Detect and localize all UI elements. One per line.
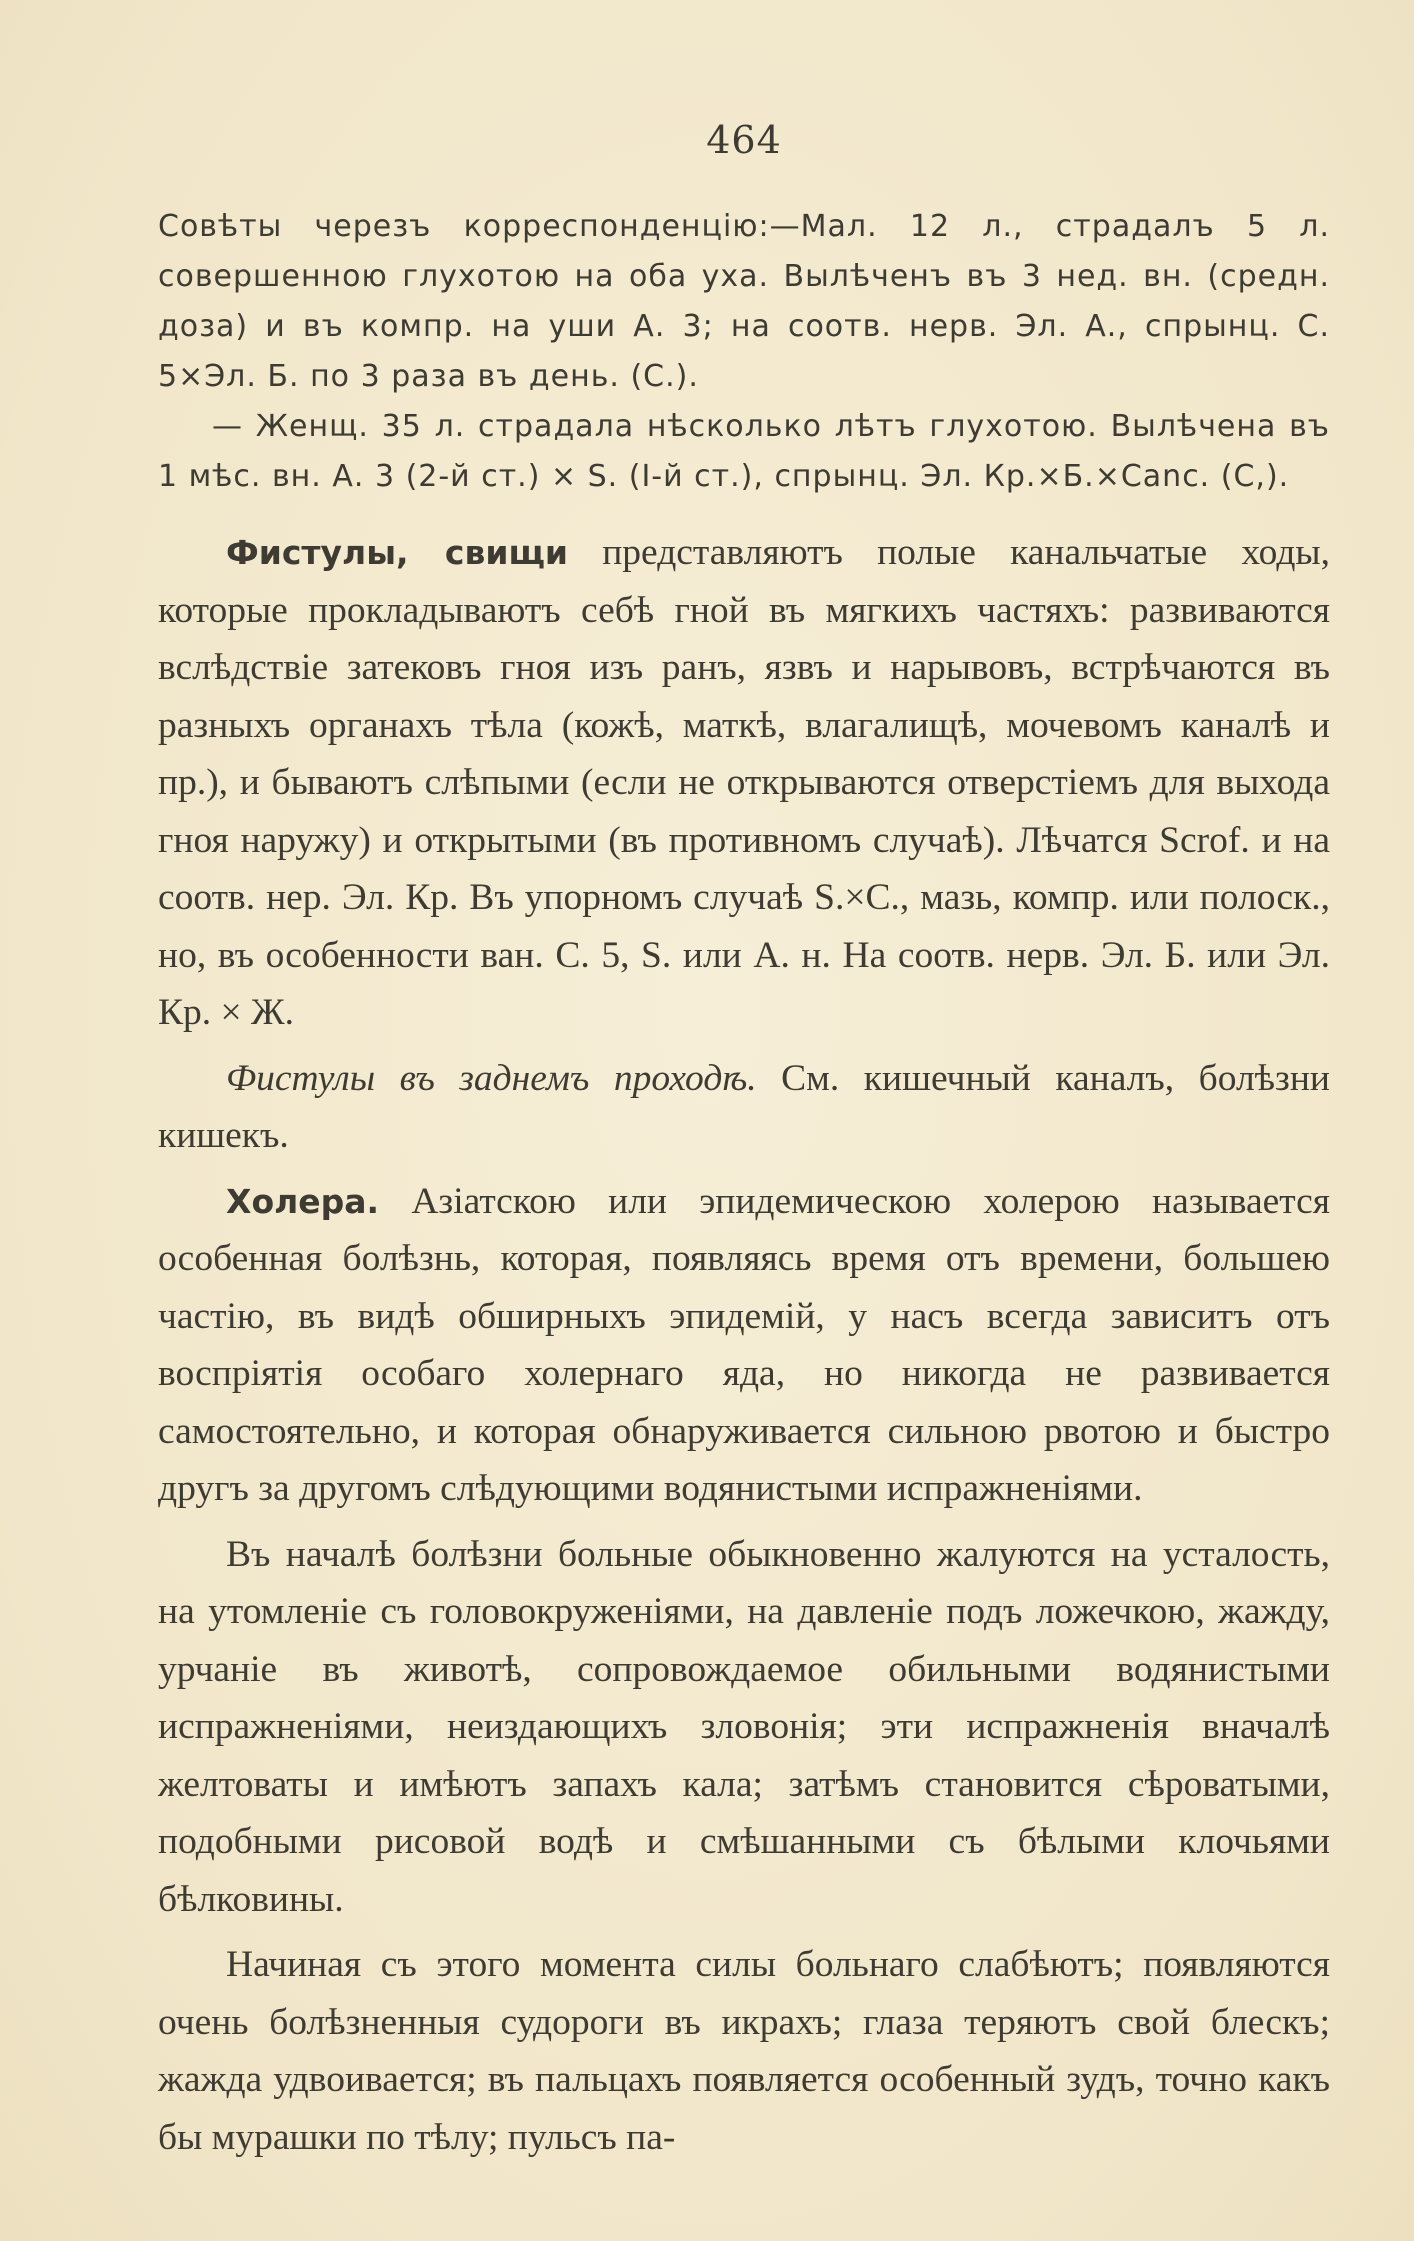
- cholera-heading: Холера.: [226, 1181, 380, 1221]
- fistula-rectum-text: См. кишечный каналъ, болѣзни кишекъ.: [158, 1057, 1330, 1156]
- fistula-rectum-heading: Фистулы въ заднемъ проходѣ.: [226, 1057, 757, 1099]
- case-paragraph-2: — Женщ. 35 л. страдала нѣсколько лѣтъ глухотою. Вылѣчена въ 1 мѣс. вн. А. 3 (2-й ст.) × S. (I-й ст.), спрынц. Эл. Кр.×Б.×Canc. (С,).: [158, 409, 1330, 494]
- page-number: 464: [706, 118, 782, 162]
- cholera-paragraph-1: [158, 1173, 1330, 1518]
- fistula-paragraph: [158, 524, 1330, 1042]
- correspondence-advice: [158, 202, 1330, 502]
- fistula-rectum-paragraph: [158, 1050, 1330, 1165]
- cholera-paragraph-3: Начиная съ этого момента силы больнаго слабѣютъ; появляются очень болѣзненныя судороги въ икрахъ; глаза теряютъ свой блескъ; жажда удвоивается; въ пальцахъ появляется особенный зудъ, точно какъ бы мурашки по тѣлу; пульсъ па-: [158, 1944, 1330, 2158]
- cholera-paragraph-2: Въ началѣ болѣзни больные обыкновенно жалуются на усталость, на утомленіе съ головокруженіями, на давленіе подъ ложечкою, жажду, урчаніе въ животѣ, сопровождаемое обильными водянистыми испражненіями, неиздающихъ зловонія; эти испражненія вначалѣ желтоваты и имѣютъ запахъ кала; затѣмъ становится сѣроватыми, подобными рисовой водѣ и смѣшанными съ бѣлыми клочьями бѣлковины.: [158, 1533, 1330, 1920]
- main-text: [158, 524, 1330, 2166]
- fistula-heading: Фистулы, свищи: [226, 533, 569, 572]
- cholera-text-1: Азіатскою или эпидемическою холерою называется особенная болѣзнь, которая, появляясь время отъ времени, большею частію, въ видѣ обширныхъ эпидемій, у насъ всегда зависитъ отъ воспріятія особаго холернаго яда, но никогда не развивается самостоятельно, и которая обнаруживается сильною рвотою и быстро другъ за другомъ слѣдующими водянистыми испражненіями.: [158, 1180, 1330, 1509]
- case-paragraph-1: Совѣты черезъ корреспонденцію:—Мал. 12 л., страдалъ 5 л. совершенною глухотою на оба уха. Вылѣченъ въ 3 нед. вн. (средн. доза) и въ компр. на уши А. 3; на соотв. нерв. Эл. А., спрынц. С. 5×Эл. Б. по 3 раза въ день. (С.).: [158, 209, 1330, 394]
- fistula-text: представляютъ полые канальчатые ходы, которые прокладываютъ себѣ гной въ мягкихъ частяхъ: развиваются вслѣдствіе затековъ гноя изъ ранъ, язвъ и нарывовъ, встрѣчаются въ разныхъ органахъ тѣла (кожѣ, маткѣ, влагалищѣ, мочевомъ каналѣ и пр.), и бываютъ слѣпыми (если не открываются отверстіемъ для выхода гноя наружу) и открытыми (въ противномъ случаѣ). Лѣчатся Scrof. и на соотв. нер. Эл. Кр. Въ упорномъ случаѣ S.×С., мазь, компр. или полоск., но, въ особенности ван. С. 5, S. или А. н. На соотв. нерв. Эл. Б. или Эл. Кр. × Ж.: [158, 532, 1330, 1033]
